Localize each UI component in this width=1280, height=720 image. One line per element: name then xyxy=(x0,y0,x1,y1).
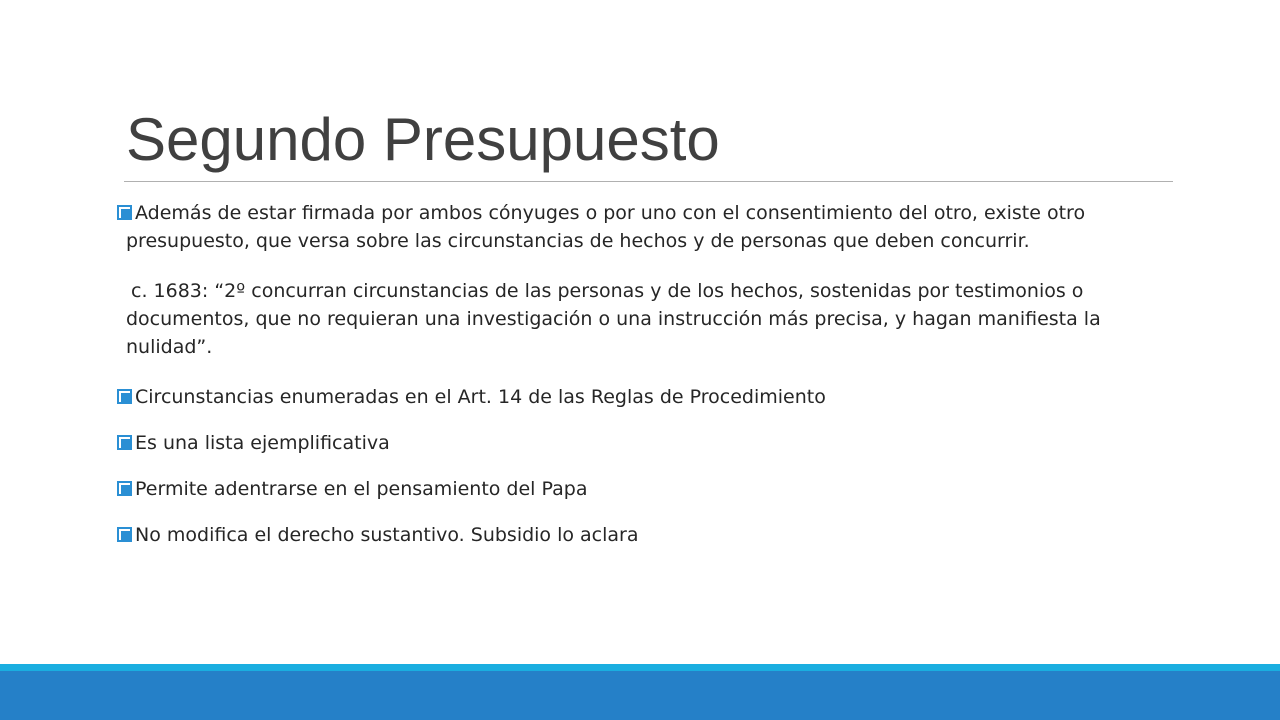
bullet-item xyxy=(117,521,1177,549)
bullet-text: Es una lista ejemplificativa xyxy=(135,432,390,454)
checkbox-square-icon xyxy=(117,527,132,542)
bullet-item xyxy=(117,199,1177,255)
checkbox-square-icon xyxy=(117,205,132,220)
footer-bar xyxy=(0,671,1280,720)
checkbox-square-icon xyxy=(117,389,132,404)
bullet-item xyxy=(117,429,1177,457)
quote-text: c. 1683: “2º concurran circunstancias de las personas y de los hechos, sostenidas por testimonios o documentos, que no requieran una investigación o una instrucción más precisa, y hagan manifiesta la nulidad”. xyxy=(126,280,1101,358)
bullet-text: Permite adentrarse en el pensamiento del Papa xyxy=(135,478,588,500)
bullet-text: No modifica el derecho sustantivo. Subsidio lo aclara xyxy=(135,524,639,546)
checkbox-square-icon xyxy=(117,481,132,496)
bullet-item xyxy=(117,475,1177,503)
title-divider xyxy=(124,181,1173,182)
checkbox-square-icon xyxy=(117,435,132,450)
slide-title: Segundo Presupuesto xyxy=(126,106,720,173)
slide-body xyxy=(117,199,1177,567)
bullet-text: Además de estar firmada por ambos cónyuges o por uno con el consentimiento del otro, existe otro presupuesto, que versa sobre las circunstancias de hechos y de personas que deben concurrir. xyxy=(126,202,1086,252)
bullet-item xyxy=(117,383,1177,411)
canon-quote xyxy=(117,277,1177,361)
footer-accent-strip xyxy=(0,664,1280,671)
bullet-text: Circunstancias enumeradas en el Art. 14 de las Reglas de Procedimiento xyxy=(135,386,826,408)
